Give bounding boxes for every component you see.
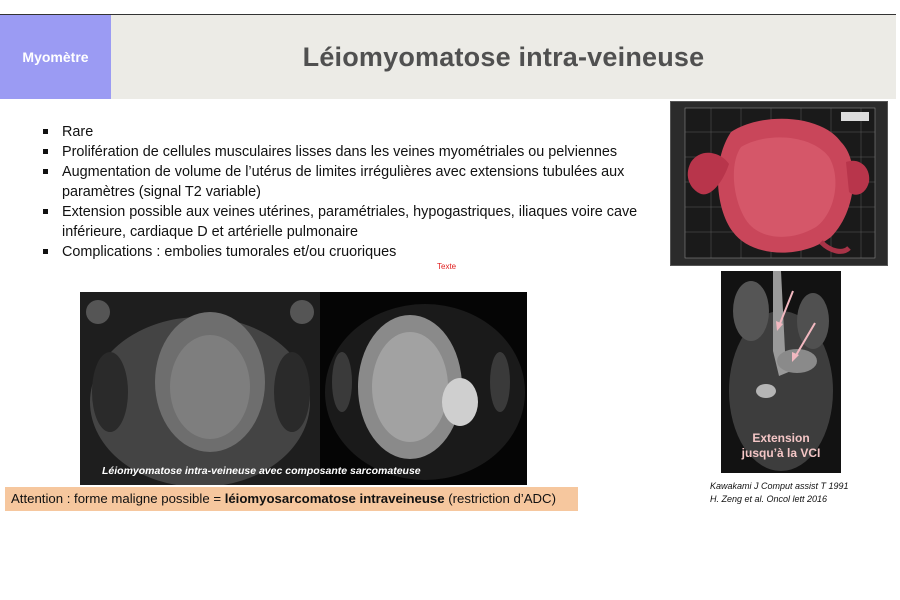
ct-label xyxy=(721,431,841,461)
references xyxy=(710,480,849,506)
mri-caption: Léiomyomatose intra-veineuse avec composante sarcomateuse xyxy=(102,465,421,477)
reference-item: Kawakami J Comput assist T 1991 xyxy=(710,481,849,491)
text-placeholder[interactable]: Texte xyxy=(437,262,457,271)
slide-title: Léiomyomatose intra-veineuse xyxy=(302,41,705,72)
mri-image xyxy=(80,292,527,485)
ct-label-line2: jusqu’à la VCI xyxy=(741,446,821,460)
section-tag xyxy=(0,15,111,99)
title-bar xyxy=(111,15,896,99)
attention-bold: léiomyosarcomatose intraveineuse xyxy=(224,491,445,506)
specimen-photo-illustration xyxy=(671,102,887,265)
bullet-item: Complications : embolies tumorales et/ou cruoriques xyxy=(40,242,670,262)
attention-prefix: Attention : forme maligne possible = xyxy=(11,491,225,506)
ct-image xyxy=(721,271,841,473)
bullet-item: Augmentation de volume de l’utérus de limites irrégulières avec extensions tubulées aux paramètres (signal T2 variable) xyxy=(40,162,670,202)
bullet-list xyxy=(40,122,670,262)
ct-label-line1: Extension xyxy=(752,431,810,445)
bullet-item: Rare xyxy=(40,122,670,142)
bullet-item: Prolifération de cellules musculaires lisses dans les veines myométriales ou pelviennes xyxy=(40,142,670,162)
mri-image-illustration xyxy=(80,292,527,485)
reference-item: H. Zeng et al. Oncol lett 2016 xyxy=(710,494,828,504)
section-label: Myomètre xyxy=(22,49,89,65)
bullet-item: Extension possible aux veines utérines, paramétriales, hypogastriques, iliaques voire cave inférieure, cardiaque D et artérielle pulmonaire xyxy=(40,202,670,242)
specimen-photo xyxy=(670,101,888,266)
attention-banner xyxy=(5,487,578,511)
attention-suffix: (restriction d’ADC) xyxy=(444,491,556,506)
